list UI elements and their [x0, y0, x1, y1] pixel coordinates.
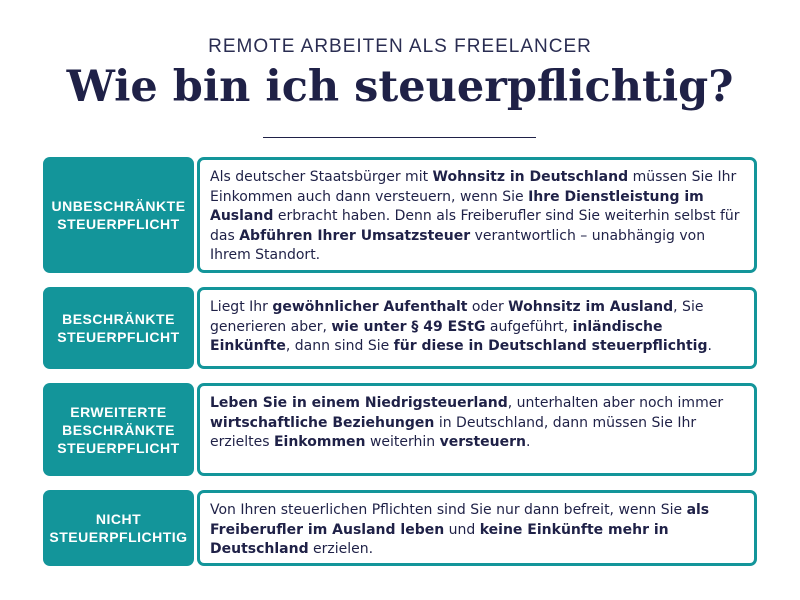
header-subtitle: REMOTE ARBEITEN ALS FREELANCER — [208, 36, 592, 57]
emphasis-text: Ihre Dienstleistung im Ausland — [210, 188, 704, 224]
emphasis-text: als Freiberufler im Ausland leben — [210, 502, 710, 538]
section-text — [197, 383, 757, 476]
body-text: , dann sind Sie — [285, 338, 394, 354]
body-text: Liegt Ihr — [210, 299, 273, 315]
section-text — [197, 157, 757, 273]
emphasis-text: Leben Sie in einem Niedrigsteuerland — [210, 395, 508, 411]
body-text: Als deutscher Staatsbürger mit — [210, 169, 433, 185]
emphasis-text: wirtschaftliche Beziehungen — [210, 414, 435, 431]
section-text — [197, 287, 757, 369]
body-text: verantwortlich – unabhängig von Ihrem Standort. — [210, 227, 706, 263]
emphasis-text: inländische Einkünfte — [210, 318, 663, 354]
section-label: ERWEITERTE BESCHRÄNKTE STEUERPFLICHT — [43, 383, 194, 476]
body-text: oder — [467, 299, 509, 315]
body-text: müssen Sie Ihr Einkommen auch dann versteuern, wenn Sie — [210, 169, 737, 205]
body-text: erzielen. — [308, 541, 374, 557]
emphasis-text: für diese in Deutschland steuerpflichtig — [393, 338, 708, 354]
section-label: BESCHRÄNKTE STEUERPFLICHT — [43, 287, 194, 369]
page-title: Wie bin ich steuerpflichtig? — [66, 62, 734, 112]
emphasis-text: wie unter § 49 EStG — [331, 318, 486, 335]
body-text: aufgeführt, — [485, 318, 573, 335]
emphasis-text: versteuern — [439, 434, 526, 450]
emphasis-text: Abführen Ihrer Umsatzsteuer — [239, 227, 471, 244]
emphasis-text: gewöhnlicher Aufenthalt — [272, 299, 468, 315]
section-text — [197, 490, 757, 566]
body-text: , unterhalten aber noch immer — [507, 395, 724, 411]
body-text: in Deutschland, dann müssen Sie Ihr erzieltes — [210, 414, 697, 450]
body-text: , Sie generieren aber, — [210, 299, 704, 335]
body-text: und — [444, 521, 480, 538]
body-text: weiterhin — [365, 434, 440, 450]
emphasis-text: Einkommen — [273, 434, 366, 450]
section-label: NICHT STEUERPFLICHTIG — [43, 490, 194, 566]
body-text: . — [707, 338, 712, 354]
body-text: erbracht haben. Denn als Freiberufler sind Sie weiterhin selbst für das — [210, 208, 740, 244]
body-text: . — [526, 434, 531, 450]
section-label: UNBESCHRÄNKTE STEUERPFLICHT — [43, 157, 194, 273]
body-text: Von Ihren steuerlichen Pflichten sind Sie nur dann befreit, wenn Sie — [210, 502, 687, 518]
emphasis-text: Wohnsitz in Deutschland — [432, 169, 629, 185]
title-divider — [263, 137, 536, 138]
emphasis-text: Wohnsitz im Ausland — [508, 299, 674, 315]
emphasis-text: keine Einkünfte mehr in Deutschland — [210, 521, 669, 557]
